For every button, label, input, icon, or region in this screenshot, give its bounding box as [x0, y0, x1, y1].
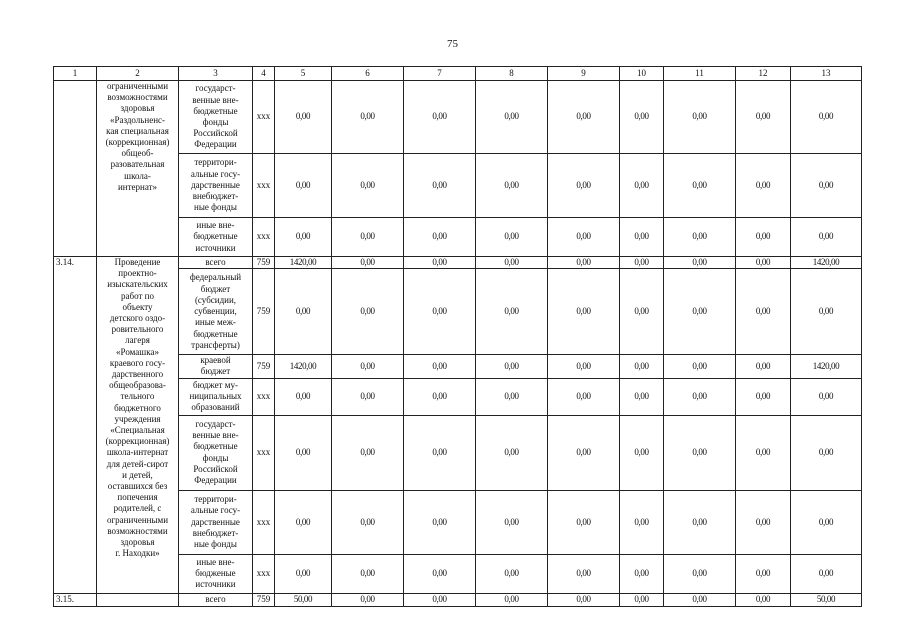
amount-cell: 0,00 [275, 415, 332, 490]
amount-cell: 0,00 [664, 378, 736, 415]
budget-code: ххх [253, 554, 275, 593]
header-cell: 8 [476, 67, 548, 81]
amount-cell: 0,00 [275, 218, 332, 257]
amount-cell: 0,00 [332, 81, 404, 154]
amount-cell: 0,00 [404, 415, 476, 490]
funding-source: государст- венные вне- бюджетные фонды Российской Федерации [179, 81, 253, 154]
table-body [54, 67, 862, 607]
budget-code: 759 [253, 593, 275, 606]
amount-cell: 0,00 [275, 378, 332, 415]
table-row [54, 81, 862, 154]
budget-table [53, 66, 862, 607]
amount-cell: 0,00 [664, 554, 736, 593]
amount-cell: 0,00 [791, 490, 862, 554]
item-description: Проведение проектно- изыскательских работ по объекту детского оздо- ровительного лагеря «Ромашка» краевого госу- дарственного общеобразова- тельного бюджетного учреждения «Специальная (коррекционная) школа-интернат для детей-сирот и детей, оставшихся без попечения родителей, с ограниченными возможностями здоровья г. Находки» [97, 257, 179, 594]
amount-cell: 0,00 [620, 355, 664, 378]
header-cell: 11 [664, 67, 736, 81]
item-number: 3.14. [54, 257, 97, 594]
header-cell: 3 [179, 67, 253, 81]
amount-cell: 0,00 [404, 378, 476, 415]
amount-cell: 0,00 [548, 378, 620, 415]
amount-cell: 0,00 [736, 81, 791, 154]
amount-cell: 0,00 [275, 81, 332, 154]
header-cell: 1 [54, 67, 97, 81]
amount-cell: 0,00 [548, 257, 620, 269]
amount-cell: 0,00 [664, 355, 736, 378]
header-cell: 2 [97, 67, 179, 81]
amount-cell: 0,00 [476, 269, 548, 355]
amount-cell: 0,00 [620, 378, 664, 415]
amount-cell: 0,00 [548, 415, 620, 490]
amount-cell: 0,00 [620, 81, 664, 154]
funding-source: всего [179, 257, 253, 269]
funding-source: иные вне- бюдженые источники [179, 554, 253, 593]
budget-code: 759 [253, 257, 275, 269]
amount-cell: 0,00 [736, 218, 791, 257]
amount-cell: 0,00 [736, 593, 791, 606]
amount-cell: 1420,00 [275, 257, 332, 269]
funding-source: всего [179, 593, 253, 606]
amount-cell: 0,00 [736, 355, 791, 378]
funding-source: государст- венные вне- бюджетные фонды Российской Федерации [179, 415, 253, 490]
amount-cell: 0,00 [736, 154, 791, 218]
budget-code: ххх [253, 154, 275, 218]
amount-cell: 0,00 [791, 269, 862, 355]
amount-cell: 0,00 [476, 81, 548, 154]
amount-cell: 0,00 [404, 355, 476, 378]
amount-cell: 0,00 [736, 269, 791, 355]
amount-cell: 0,00 [548, 218, 620, 257]
header-cell: 9 [548, 67, 620, 81]
amount-cell: 0,00 [476, 490, 548, 554]
header-cell: 12 [736, 67, 791, 81]
amount-cell: 0,00 [548, 355, 620, 378]
amount-cell: 0,00 [791, 554, 862, 593]
amount-cell: 0,00 [332, 415, 404, 490]
amount-cell: 0,00 [791, 378, 862, 415]
amount-cell: 0,00 [620, 593, 664, 606]
amount-cell: 0,00 [664, 154, 736, 218]
item-description [97, 593, 179, 606]
amount-cell: 0,00 [332, 593, 404, 606]
amount-cell: 0,00 [476, 218, 548, 257]
header-row [54, 67, 862, 81]
amount-cell: 0,00 [664, 257, 736, 269]
table-row [54, 257, 862, 269]
funding-source: бюджет му- ниципальных образований [179, 378, 253, 415]
amount-cell: 0,00 [332, 554, 404, 593]
amount-cell: 0,00 [275, 154, 332, 218]
budget-code: ххх [253, 490, 275, 554]
amount-cell: 0,00 [404, 257, 476, 269]
amount-cell: 50,00 [791, 593, 862, 606]
amount-cell: 0,00 [620, 490, 664, 554]
amount-cell: 0,00 [275, 554, 332, 593]
amount-cell: 0,00 [476, 257, 548, 269]
amount-cell: 0,00 [736, 378, 791, 415]
amount-cell: 0,00 [791, 415, 862, 490]
amount-cell: 0,00 [620, 218, 664, 257]
amount-cell: 0,00 [332, 257, 404, 269]
budget-code: 759 [253, 269, 275, 355]
amount-cell: 0,00 [332, 378, 404, 415]
amount-cell: 0,00 [476, 154, 548, 218]
amount-cell: 0,00 [275, 490, 332, 554]
budget-code: ххх [253, 218, 275, 257]
header-cell: 5 [275, 67, 332, 81]
amount-cell: 0,00 [548, 593, 620, 606]
budget-code: ххх [253, 415, 275, 490]
header-cell: 4 [253, 67, 275, 81]
amount-cell: 0,00 [664, 593, 736, 606]
amount-cell: 0,00 [620, 554, 664, 593]
amount-cell: 0,00 [736, 257, 791, 269]
budget-code: ххх [253, 81, 275, 154]
amount-cell: 0,00 [736, 554, 791, 593]
item-number [54, 81, 97, 257]
amount-cell: 0,00 [791, 218, 862, 257]
amount-cell: 0,00 [620, 269, 664, 355]
amount-cell: 0,00 [404, 554, 476, 593]
budget-code: ххх [253, 378, 275, 415]
amount-cell: 0,00 [620, 257, 664, 269]
budget-code: 759 [253, 355, 275, 378]
amount-cell: 0,00 [791, 154, 862, 218]
header-cell: 7 [404, 67, 476, 81]
amount-cell: 0,00 [791, 81, 862, 154]
amount-cell: 0,00 [404, 218, 476, 257]
header-cell: 10 [620, 67, 664, 81]
amount-cell: 0,00 [476, 378, 548, 415]
amount-cell: 0,00 [736, 415, 791, 490]
amount-cell: 0,00 [404, 490, 476, 554]
amount-cell: 0,00 [404, 81, 476, 154]
page-number: 75 [447, 38, 458, 50]
amount-cell: 0,00 [664, 81, 736, 154]
amount-cell: 0,00 [548, 490, 620, 554]
funding-source: краевой бюджет [179, 355, 253, 378]
funding-source: территори- альные госу- дарственные внебюджет- ные фонды [179, 490, 253, 554]
item-description: ограниченными возможностями здоровья «Раздольненс- кая специальная (коррекционная) общеоб- разовательная школа- интернат» [97, 81, 179, 257]
amount-cell: 0,00 [664, 269, 736, 355]
amount-cell: 0,00 [332, 154, 404, 218]
amount-cell: 0,00 [620, 154, 664, 218]
amount-cell: 0,00 [404, 154, 476, 218]
amount-cell: 0,00 [664, 415, 736, 490]
funding-source: федеральный бюджет (субсидии, субвенции, иные меж- бюджетные трансферты) [179, 269, 253, 355]
amount-cell: 0,00 [332, 269, 404, 355]
amount-cell: 0,00 [476, 593, 548, 606]
amount-cell: 0,00 [736, 490, 791, 554]
amount-cell: 0,00 [275, 269, 332, 355]
amount-cell: 0,00 [332, 355, 404, 378]
amount-cell: 0,00 [548, 154, 620, 218]
amount-cell: 1420,00 [791, 257, 862, 269]
funding-source: иные вне- бюджетные источники [179, 218, 253, 257]
item-number: 3.15. [54, 593, 97, 606]
amount-cell: 50,00 [275, 593, 332, 606]
amount-cell: 0,00 [332, 490, 404, 554]
amount-cell: 0,00 [664, 218, 736, 257]
amount-cell: 0,00 [476, 355, 548, 378]
amount-cell: 0,00 [548, 269, 620, 355]
table-row [54, 593, 862, 606]
amount-cell: 0,00 [664, 490, 736, 554]
amount-cell: 0,00 [404, 593, 476, 606]
amount-cell: 1420,00 [791, 355, 862, 378]
funding-source: территори- альные госу- дарственные внебюджет- ные фонды [179, 154, 253, 218]
amount-cell: 0,00 [332, 218, 404, 257]
header-cell: 13 [791, 67, 862, 81]
amount-cell: 0,00 [476, 554, 548, 593]
amount-cell: 0,00 [620, 415, 664, 490]
amount-cell: 1420,00 [275, 355, 332, 378]
header-cell: 6 [332, 67, 404, 81]
amount-cell: 0,00 [404, 269, 476, 355]
amount-cell: 0,00 [548, 81, 620, 154]
amount-cell: 0,00 [548, 554, 620, 593]
amount-cell: 0,00 [476, 415, 548, 490]
